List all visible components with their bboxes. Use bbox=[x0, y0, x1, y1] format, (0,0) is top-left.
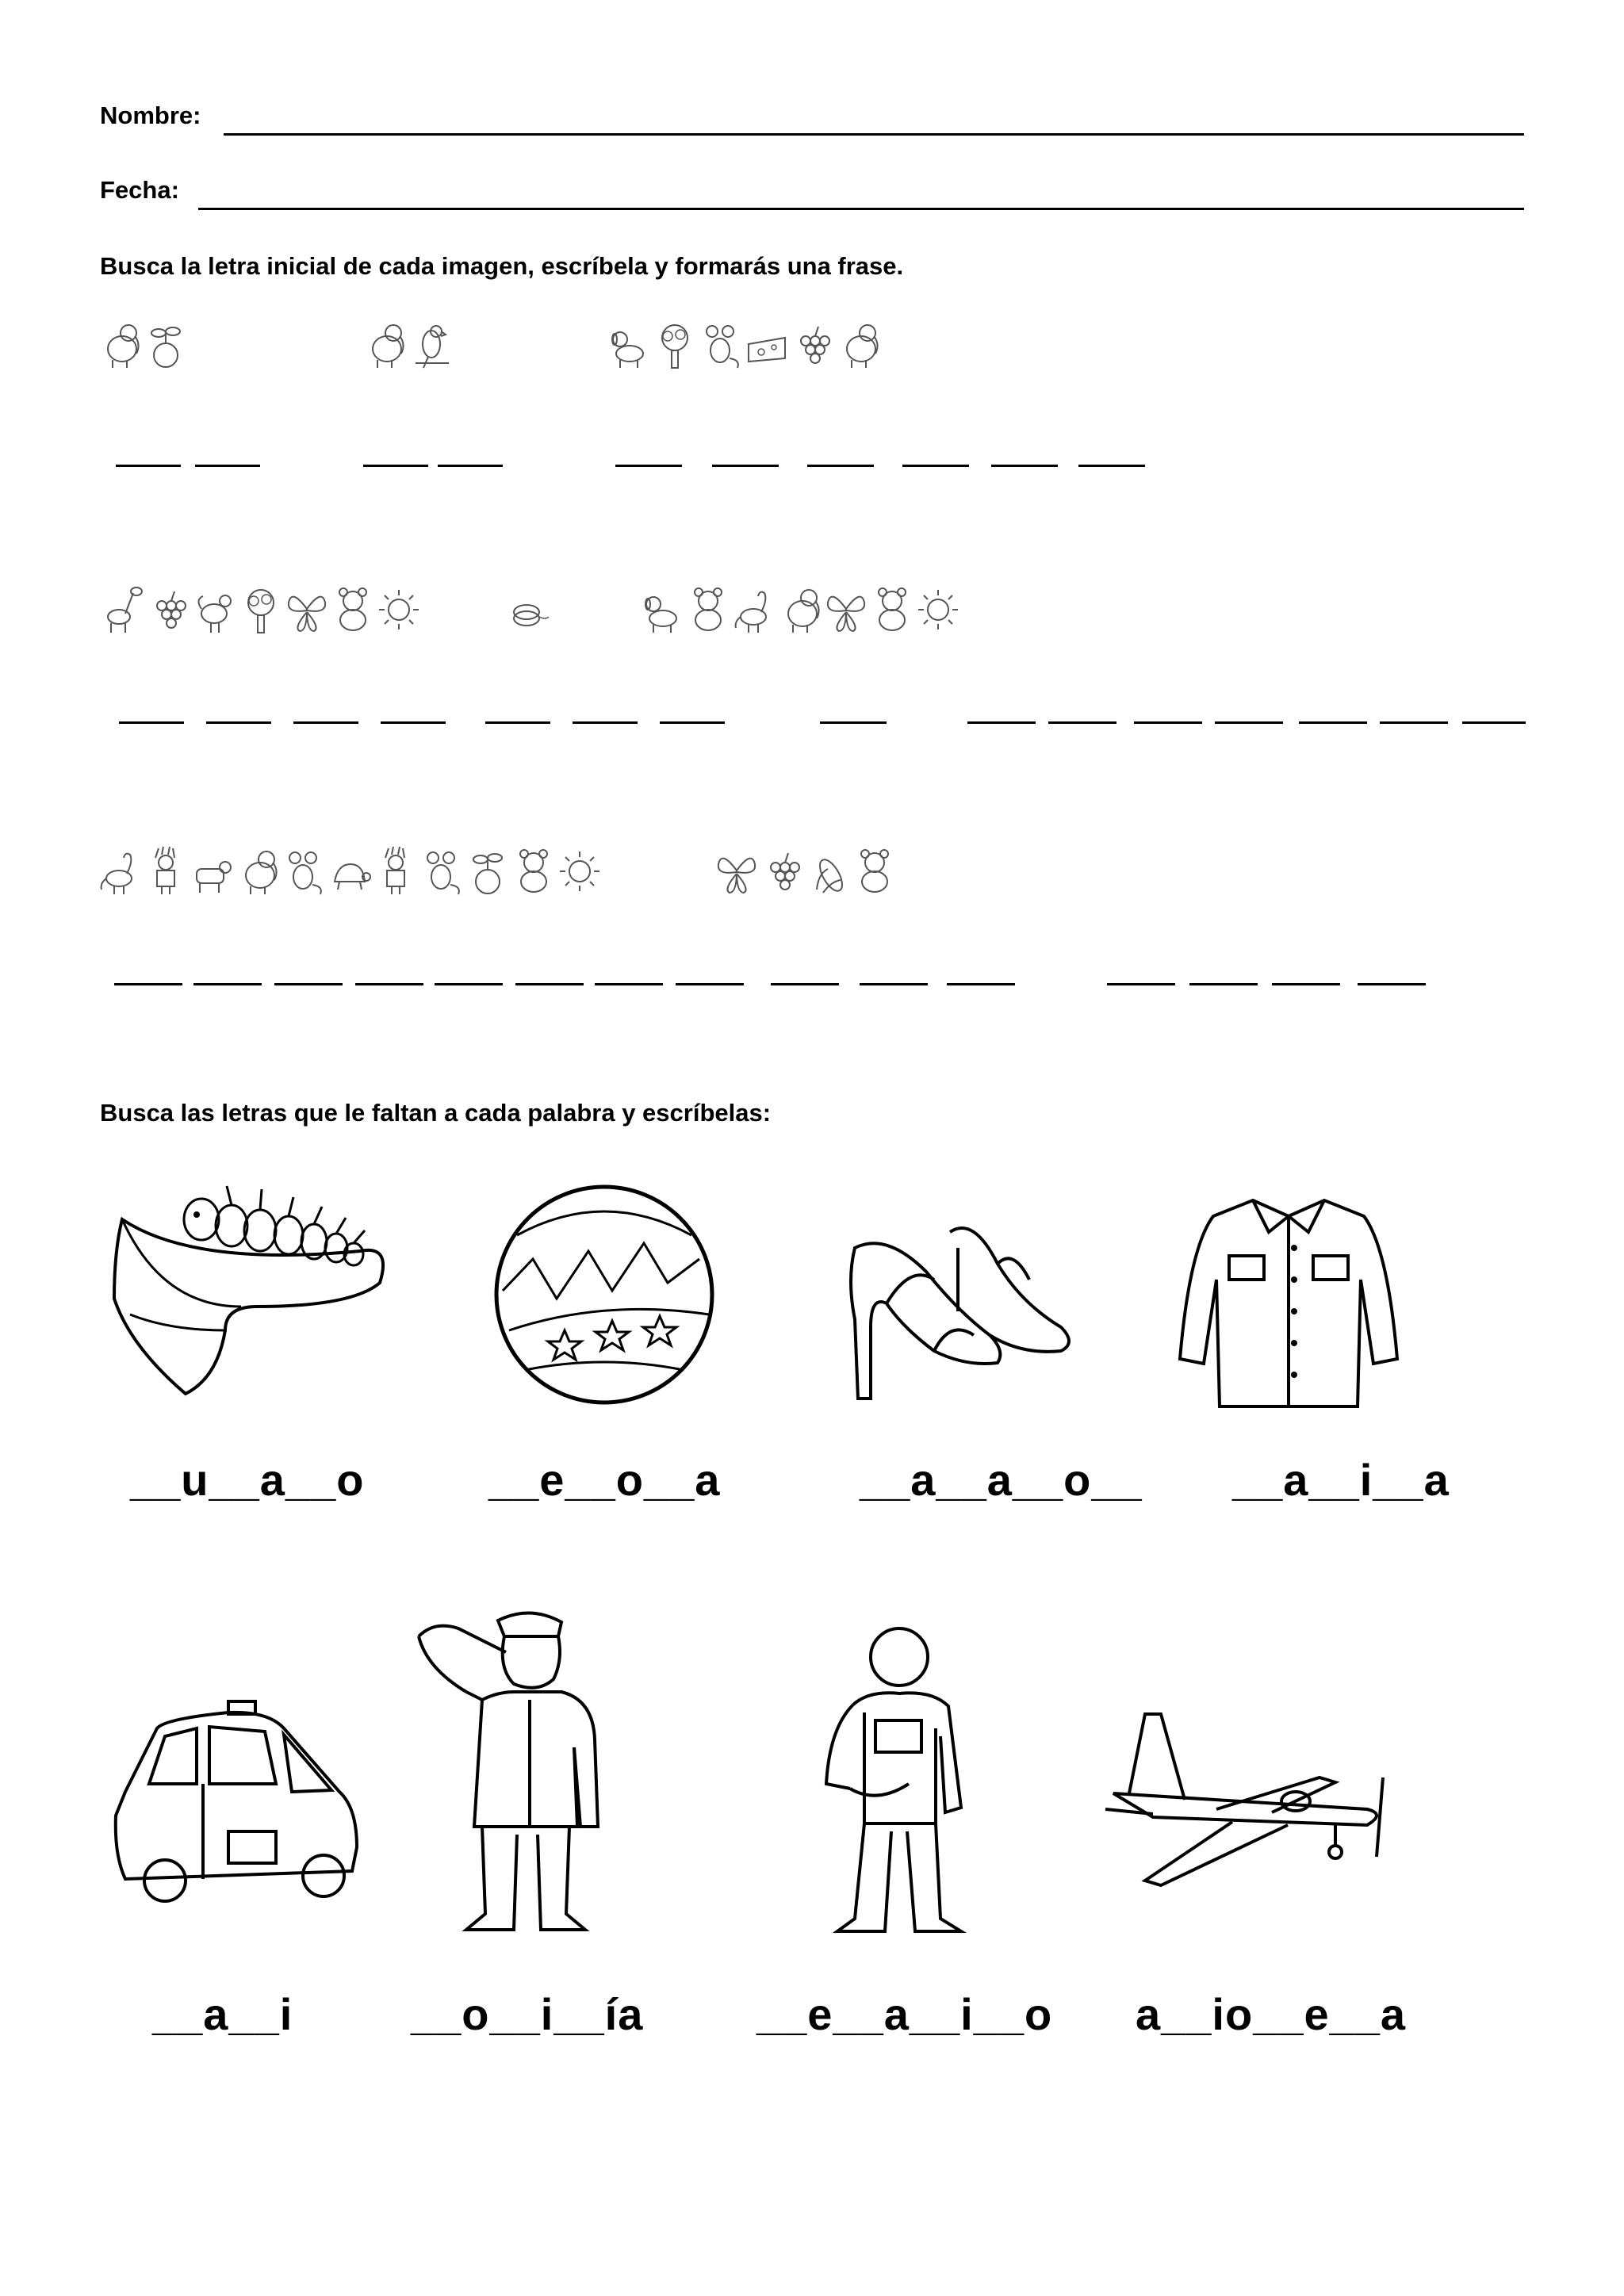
turtle-icon bbox=[328, 847, 371, 896]
picture-row-2 bbox=[102, 585, 963, 634]
sandals-icon bbox=[839, 1216, 1077, 1422]
answer-blank[interactable] bbox=[712, 465, 779, 467]
word-pattern: __a__i bbox=[152, 1989, 293, 2039]
blank-row-3 bbox=[114, 983, 1431, 986]
answer-blank[interactable] bbox=[355, 983, 423, 985]
answer-blank[interactable] bbox=[381, 721, 446, 724]
mouse-icon bbox=[699, 320, 742, 369]
grapes-icon bbox=[791, 320, 834, 369]
giraffe-icon bbox=[102, 585, 144, 634]
answer-blank[interactable] bbox=[293, 721, 358, 724]
answer-blank[interactable] bbox=[1215, 721, 1283, 724]
answer-blank[interactable] bbox=[195, 465, 260, 467]
instruction-initial-letters: Busca la letra inicial de cada imagen, escríbela y formarás una frase. bbox=[100, 252, 904, 280]
sun-icon bbox=[377, 585, 420, 634]
blank-row-1 bbox=[116, 465, 1147, 468]
grapes-icon bbox=[761, 847, 804, 896]
shirt-icon bbox=[1174, 1184, 1404, 1414]
ball-icon bbox=[485, 1180, 723, 1410]
answer-blank[interactable] bbox=[1380, 721, 1448, 724]
elephant-icon bbox=[837, 320, 880, 369]
orange-icon bbox=[466, 847, 509, 896]
butterfly-icon bbox=[825, 585, 868, 634]
word-pattern: __e__a__i__o bbox=[756, 1989, 1053, 2039]
date-label: Fecha: bbox=[100, 176, 179, 204]
sun-icon bbox=[558, 847, 601, 896]
answer-blank[interactable] bbox=[438, 465, 503, 467]
mouse-icon bbox=[282, 847, 325, 896]
dinosaur-icon bbox=[733, 585, 776, 634]
instruction-missing-letters: Busca las letras que le faltan a cada palabra y escríbelas: bbox=[100, 1099, 772, 1127]
airplane-icon bbox=[1097, 1690, 1399, 1912]
yoyo-icon bbox=[508, 585, 550, 634]
answer-blank[interactable] bbox=[595, 983, 663, 985]
elephant-icon bbox=[98, 320, 141, 369]
answer-blank[interactable] bbox=[114, 983, 182, 985]
mechanic-icon bbox=[806, 1617, 972, 1939]
word-pattern: __a__i__a bbox=[1232, 1455, 1450, 1505]
bear-icon bbox=[853, 847, 896, 896]
answer-blank[interactable] bbox=[1078, 465, 1145, 467]
answer-blank[interactable] bbox=[119, 721, 184, 724]
tree-icon bbox=[239, 585, 282, 634]
answer-blank[interactable] bbox=[991, 465, 1058, 467]
dog-icon bbox=[641, 585, 684, 634]
grapes-icon bbox=[147, 585, 190, 634]
picture-row-1 bbox=[98, 320, 883, 369]
answer-blank[interactable] bbox=[1189, 983, 1258, 985]
answer-blank[interactable] bbox=[206, 721, 271, 724]
answer-blank[interactable] bbox=[193, 983, 262, 985]
answer-blank[interactable] bbox=[363, 465, 428, 467]
answer-blank[interactable] bbox=[860, 983, 928, 985]
answer-blank[interactable] bbox=[820, 721, 887, 724]
sun-icon bbox=[917, 585, 959, 634]
butterfly-icon bbox=[715, 847, 758, 896]
answer-blank[interactable] bbox=[485, 721, 550, 724]
cow-icon bbox=[190, 847, 233, 896]
answer-blank[interactable] bbox=[274, 983, 343, 985]
answer-blank[interactable] bbox=[515, 983, 584, 985]
indian-icon bbox=[374, 847, 417, 896]
elephant-icon bbox=[363, 320, 406, 369]
taxi-icon bbox=[109, 1697, 366, 1906]
word-pattern: __a__a__o__ bbox=[860, 1455, 1143, 1505]
bear-icon bbox=[871, 585, 914, 634]
answer-blank[interactable] bbox=[116, 465, 181, 467]
answer-blank[interactable] bbox=[573, 721, 638, 724]
word-pattern: __u__a__o bbox=[130, 1455, 365, 1505]
tree-icon bbox=[653, 320, 696, 369]
rooster-icon bbox=[193, 585, 236, 634]
answer-blank[interactable] bbox=[660, 721, 725, 724]
caterpillar-icon bbox=[98, 1172, 400, 1410]
orange-icon bbox=[144, 320, 187, 369]
butterfly-icon bbox=[285, 585, 328, 634]
answer-blank[interactable] bbox=[1462, 721, 1526, 724]
answer-blank[interactable] bbox=[676, 983, 744, 985]
parrot-icon bbox=[409, 320, 452, 369]
elephant-icon bbox=[236, 847, 279, 896]
word-pattern: __o__i__ía bbox=[411, 1989, 644, 2039]
dog-icon bbox=[607, 320, 650, 369]
answer-blank[interactable] bbox=[435, 983, 503, 985]
answer-blank[interactable] bbox=[1107, 983, 1175, 985]
corn-icon bbox=[807, 847, 850, 896]
word-pattern: __e__o__a bbox=[488, 1455, 721, 1505]
answer-blank[interactable] bbox=[1134, 721, 1202, 724]
date-field[interactable] bbox=[198, 208, 1524, 210]
answer-blank[interactable] bbox=[1358, 983, 1426, 985]
elephant-icon bbox=[779, 585, 822, 634]
answer-blank[interactable] bbox=[1272, 983, 1340, 985]
policeman-icon bbox=[411, 1605, 609, 1938]
answer-blank[interactable] bbox=[771, 983, 839, 985]
name-field[interactable] bbox=[224, 133, 1524, 136]
bear-icon bbox=[331, 585, 374, 634]
blank-row-2 bbox=[119, 721, 1530, 725]
answer-blank[interactable] bbox=[615, 465, 682, 467]
answer-blank[interactable] bbox=[1048, 721, 1116, 724]
bear-icon bbox=[512, 847, 555, 896]
answer-blank[interactable] bbox=[902, 465, 969, 467]
indian-icon bbox=[144, 847, 187, 896]
mouse-icon bbox=[420, 847, 463, 896]
bear-icon bbox=[687, 585, 730, 634]
cheese-icon bbox=[745, 320, 788, 369]
dinosaur-icon bbox=[98, 847, 141, 896]
name-label: Nombre: bbox=[100, 101, 201, 129]
picture-row-3 bbox=[98, 847, 899, 896]
answer-blank[interactable] bbox=[947, 983, 1015, 985]
answer-blank[interactable] bbox=[1299, 721, 1367, 724]
answer-blank[interactable] bbox=[807, 465, 874, 467]
answer-blank[interactable] bbox=[967, 721, 1036, 724]
word-pattern: a__io__e__a bbox=[1136, 1989, 1407, 2039]
